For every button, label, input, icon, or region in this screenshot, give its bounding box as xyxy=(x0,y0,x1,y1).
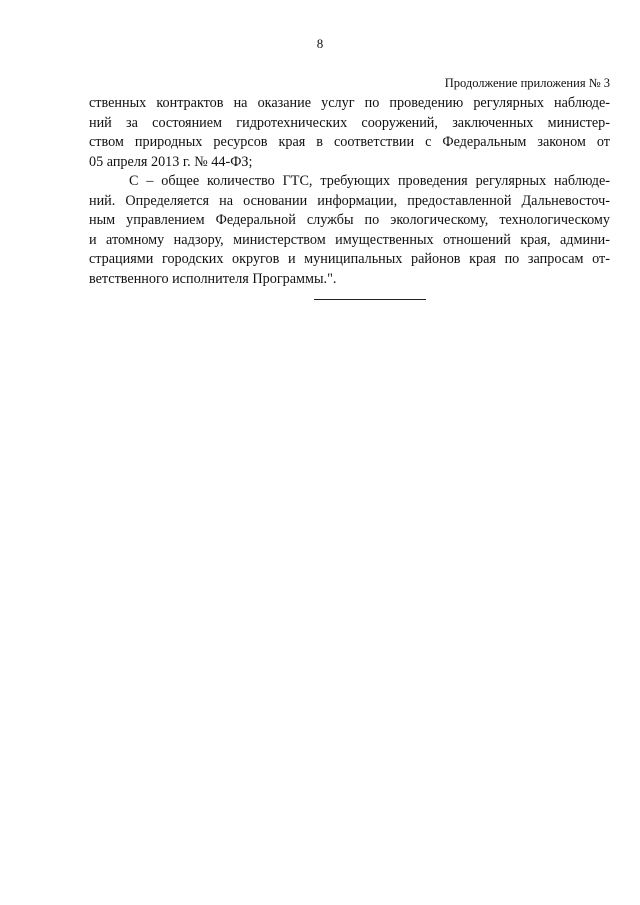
text-line: и атомному надзору, министерством имущественных отношений края, админи- xyxy=(89,231,610,248)
text-line: ний. Определяется на основании информации, предоставленной Дальневосточ- xyxy=(89,192,610,209)
text-line: страциями городских округов и муниципальных районов края по запросам от- xyxy=(89,251,610,267)
text-line: ственных контрактов на оказание услуг по проведению регулярных наблюде- xyxy=(89,95,610,111)
page-number: 8 xyxy=(316,36,324,51)
continuation-header: Продолжение приложения № 3 xyxy=(444,76,610,90)
text-line: 05 апреля 2013 г. № 44-ФЗ; xyxy=(89,153,253,170)
closing-divider xyxy=(314,299,426,300)
text-line: ветственного исполнителя Программы.". xyxy=(89,270,337,287)
text-line: ний за состоянием гидротехнических сооружений, заключенных министер- xyxy=(89,114,610,131)
text-line: С – общее количество ГТС, требующих проведения регулярных наблюде- xyxy=(129,173,610,189)
text-line: ством природных ресурсов края в соответствии с Федеральным законом от xyxy=(89,134,610,150)
text-line: ным управлением Федеральной службы по экологическому, технологическому xyxy=(89,212,610,228)
document-body xyxy=(89,94,610,289)
